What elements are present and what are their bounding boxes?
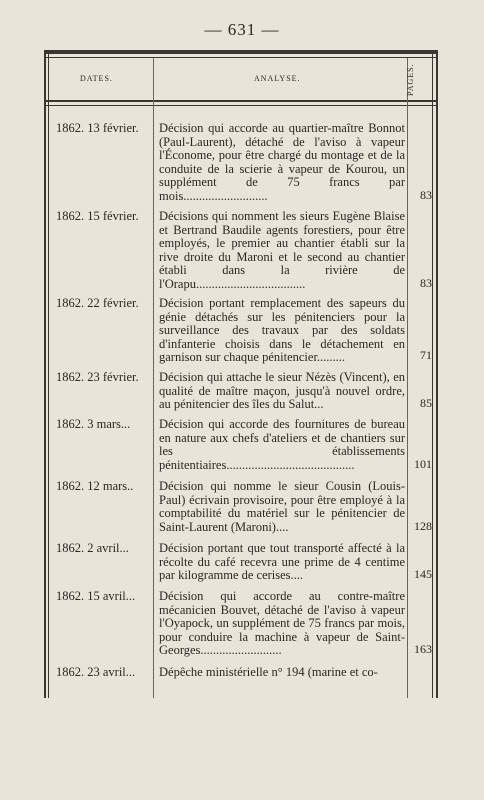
entry-date: 1862. 22 février.: [56, 296, 139, 310]
entry-page: 71: [420, 348, 432, 362]
entry-page: 163: [414, 642, 432, 656]
entry-page: 85: [420, 396, 432, 410]
entry-date: 1862. 12 mars..: [56, 479, 134, 493]
entry-analysis: Dépêche ministérielle n° 194 (marine et co-: [159, 665, 378, 679]
left-border-inner: [48, 50, 49, 698]
entry-date: 1862. 3 mars...: [56, 417, 131, 431]
top-rule: [44, 50, 438, 54]
entry-page: 101: [414, 457, 432, 471]
entry-page: 128: [414, 519, 432, 533]
entry-analysis: Décision qui nomme le sieur Cousin (Louis-Paul) écrivain provisoire, pour être employé à la comptabilité du matériel sur le pénitencier de Saint-Laurent (Maroni)....: [159, 479, 405, 534]
header-analyse: ANALYSE.: [254, 74, 301, 83]
entry-page: 83: [420, 276, 432, 290]
entry-analysis: Décisions qui nomment les sieurs Eugène Blaise et Bertrand Baudile agents forestiers, pour être employés, le premier au chantier établi sur la rive droite du Maroni et le second au chantier établi dans la rivière de l'Orapu...................................: [159, 209, 405, 291]
entry-date: 1862. 15 avril...: [56, 589, 136, 603]
page-number: — 631 —: [204, 20, 280, 39]
header-dates: DATES.: [80, 74, 113, 83]
right-border: [436, 50, 438, 698]
entry-date: 1862. 2 avril...: [56, 541, 129, 555]
entry-date: 1862. 23 avril...: [56, 665, 136, 679]
entry-analysis: Décision portant remplacement des sapeurs du génie détachés sur les pénitenciers pour la surveillance des travaux par des soldats d'infanterie choisis dans le détachement en garnison sur chaque pénitencier.........: [159, 296, 405, 364]
top-rule-thin: [44, 57, 438, 58]
entry-page: 83: [420, 188, 432, 202]
entry-analysis: Décision qui accorde au quartier-maître Bonnot (Paul-Laurent), détaché de l'aviso à vapeur l'Économe, pour être chargé du montage et de la conduite de la scierie à vapeur de Kourou, un supplément de 75 francs par mois...........................: [159, 121, 405, 203]
entry-analysis: Décision qui accorde des fournitures de bureau en nature aux chefs d'ateliers et de chantiers sur les établissements pénitentiaires.........................................: [159, 417, 405, 472]
right-border-inner: [432, 50, 433, 698]
entry-page: 145: [414, 567, 432, 581]
entry-analysis: Décision portant que tout transporté affecté à la récolte du café recevra une prime de 4 centime par kilogramme de cerises....: [159, 541, 405, 582]
entry-analysis: Décision qui accorde au contre-maître mécanicien Bouvet, détaché de l'aviso à vapeur l'Oyapock, un supplément de 75 francs par mois, pour conduire la machine à vapeur de Saint-Georges..........................: [159, 589, 405, 657]
dates-column-divider: [153, 58, 154, 698]
entry-analysis: Décision qui attache le sieur Nézès (Vincent), en qualité de maître maçon, jusqu'à nouvel ordre, au pénitencier des îles du Salut...: [159, 370, 405, 411]
entry-date: 1862. 23 février.: [56, 370, 139, 384]
header-rule-thin: [44, 105, 438, 106]
pages-column-divider: [407, 58, 408, 698]
ledger-table: [44, 50, 438, 698]
header-pages: PAGES.: [406, 63, 415, 97]
entry-date: 1862. 15 février.: [56, 209, 139, 223]
entry-date: 1862. 13 février.: [56, 121, 139, 135]
header-rule: [44, 100, 438, 102]
left-border: [44, 50, 46, 698]
